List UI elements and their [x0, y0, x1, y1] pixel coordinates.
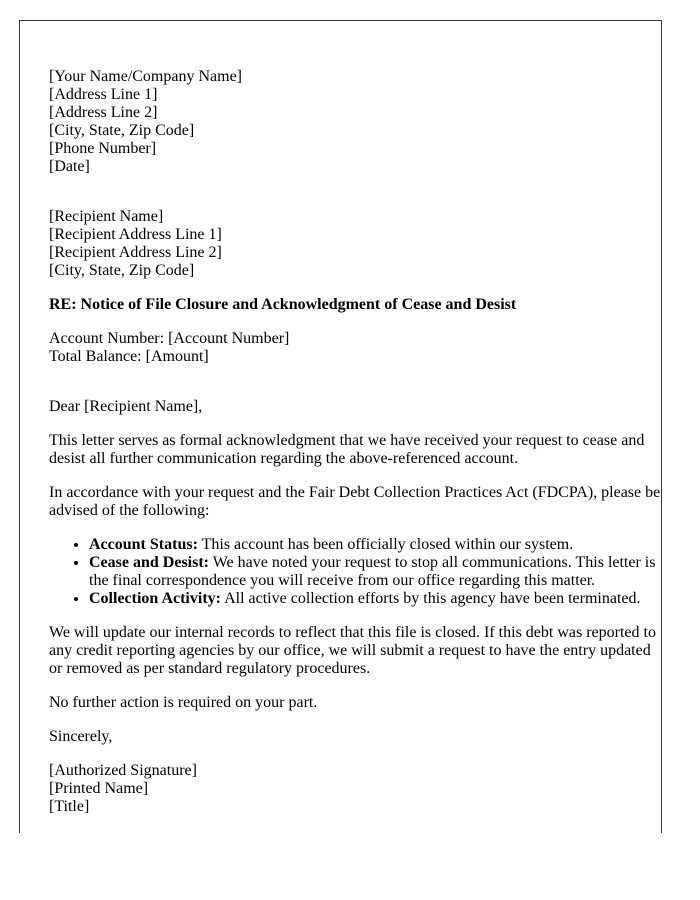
signature-line: [Authorized Signature] — [49, 762, 197, 779]
recipient-line: [Recipient Address Line 2] — [49, 244, 222, 261]
signature-block — [49, 762, 661, 816]
status-list — [49, 536, 661, 608]
item-label: Collection Activity: — [89, 590, 221, 607]
list-item — [89, 590, 661, 608]
item-label: Account Status: — [89, 536, 198, 553]
closing: Sincerely, — [49, 728, 113, 745]
letter-page — [19, 20, 662, 833]
subject-line: RE: Notice of File Closure and Acknowledgment of Cease and Desist — [49, 296, 517, 313]
sender-line: [Address Line 1] — [49, 86, 158, 103]
item-text: All active collection efforts by this agency have been terminated. — [220, 590, 641, 607]
paragraph-acknowledgment: This letter serves as formal acknowledgment that we have received your request to cease and desist all further communication regarding the above-referenced account. — [49, 432, 645, 467]
recipient-line: [City, State, Zip Code] — [49, 262, 195, 279]
printed-name: [Printed Name] — [49, 780, 149, 797]
sender-date: [Date] — [49, 158, 90, 175]
paragraph-records: We will update our internal records to reflect that this file is closed. If this debt was reported to any credit reporting agencies by our office, we will submit a request to have the entry updated or removed as per standard regulatory procedures. — [49, 624, 656, 677]
sender-line: [Address Line 2] — [49, 104, 158, 121]
list-item — [89, 554, 661, 590]
item-text: We have noted your request to stop all communications. This letter is the final correspondence you will receive from our office regarding this matter. — [89, 554, 656, 589]
sender-line: [City, State, Zip Code] — [49, 122, 195, 139]
item-label: Cease and Desist: — [89, 554, 209, 571]
list-item — [89, 536, 661, 554]
item-text: This account has been officially closed within our system. — [197, 536, 574, 553]
recipient-address — [49, 208, 661, 280]
account-number: Account Number: [Account Number] — [49, 330, 290, 347]
total-balance: Total Balance: [Amount] — [49, 348, 209, 365]
salutation: Dear [Recipient Name], — [49, 398, 203, 415]
sender-line: [Phone Number] — [49, 140, 157, 157]
paragraph-no-action: No further action is required on your part. — [49, 694, 318, 711]
recipient-line: [Recipient Name] — [49, 208, 164, 225]
title-line: [Title] — [49, 798, 90, 815]
paragraph-fdcpa: In accordance with your request and the Fair Debt Collection Practices Act (FDCPA), please be advised of the following: — [49, 484, 661, 519]
recipient-line: [Recipient Address Line 1] — [49, 226, 222, 243]
sender-line: [Your Name/Company Name] — [49, 68, 243, 85]
